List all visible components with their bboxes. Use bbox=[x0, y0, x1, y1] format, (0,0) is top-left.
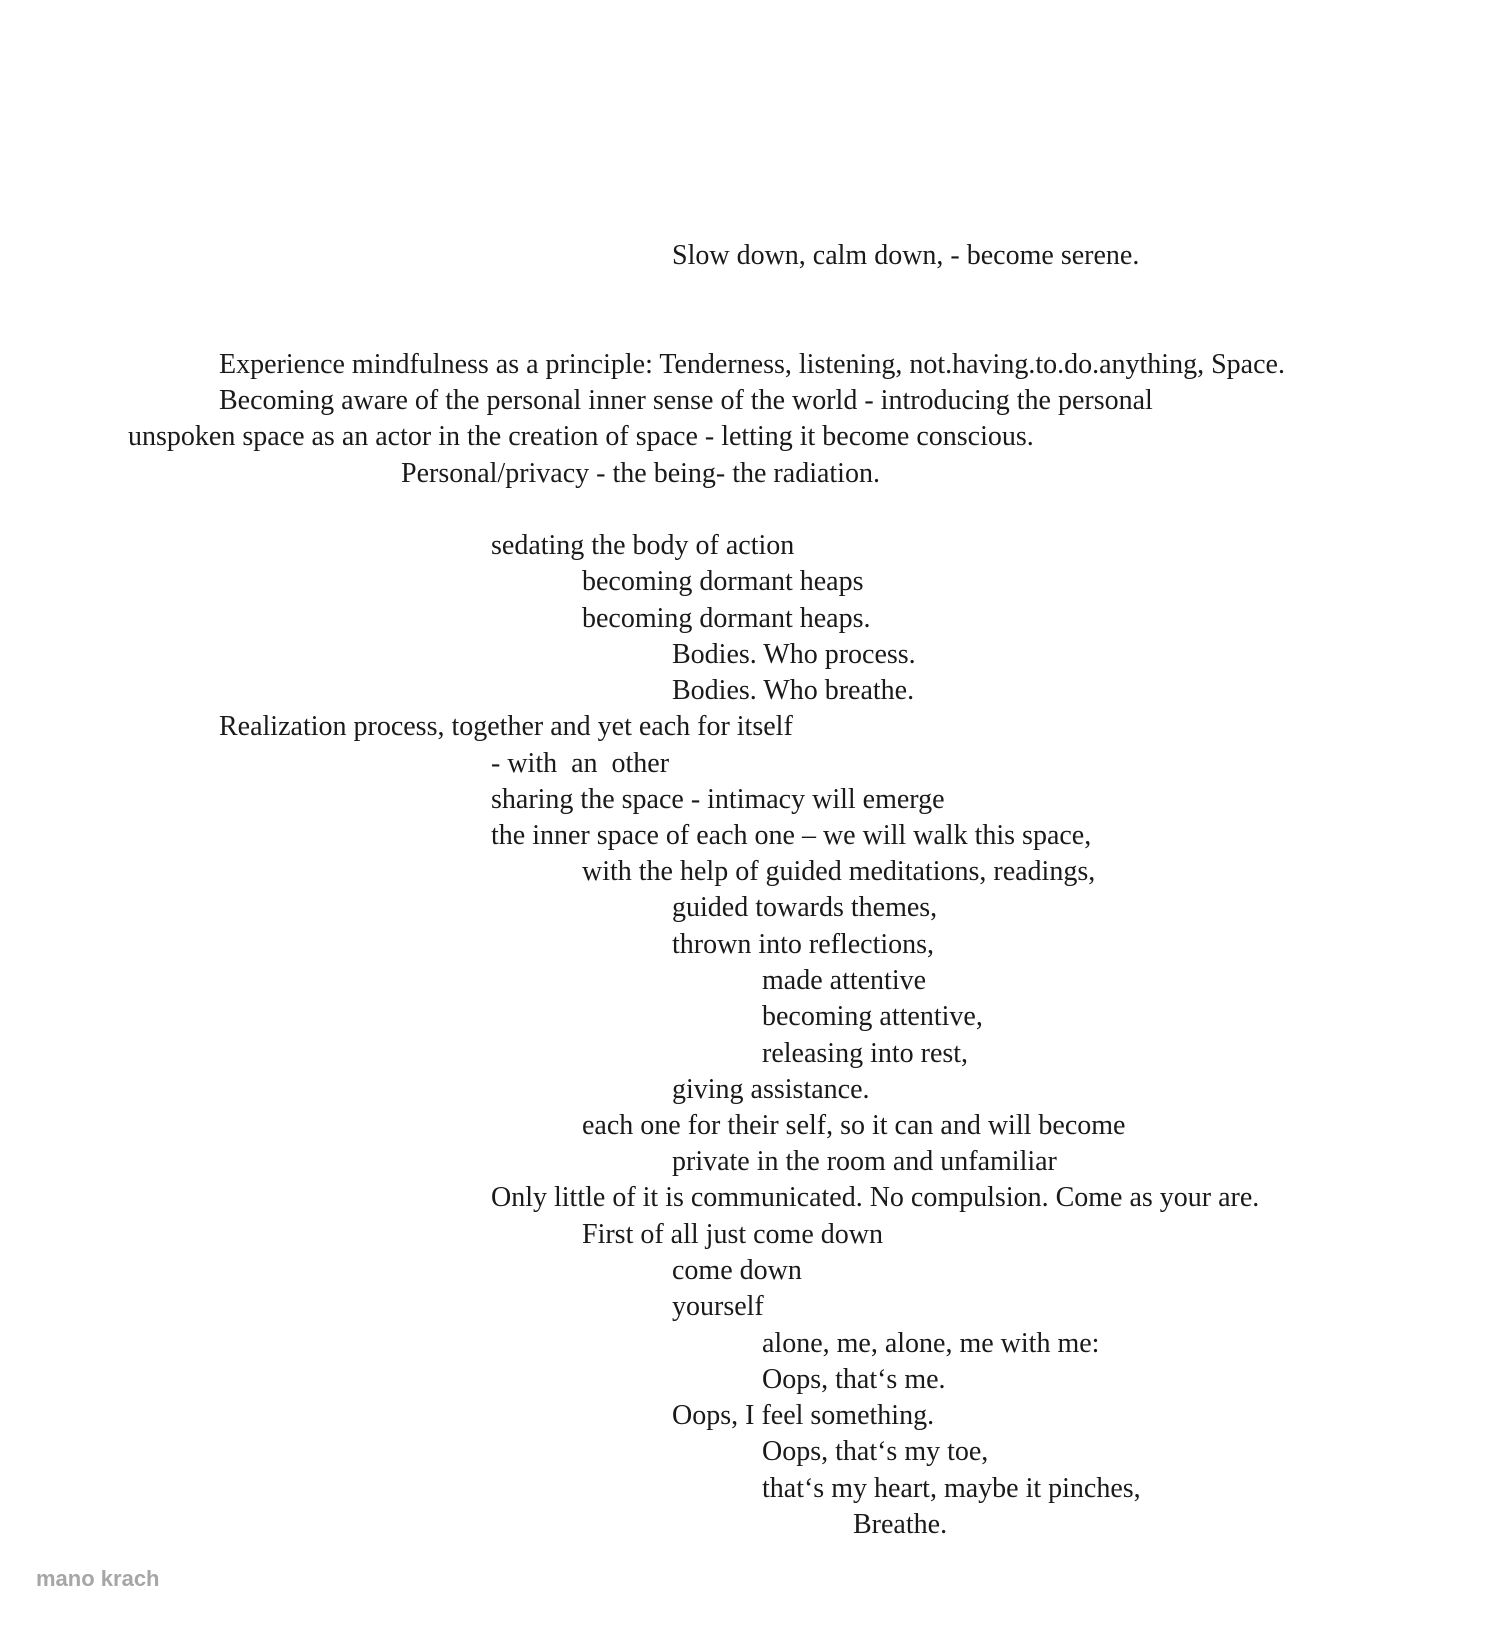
poem-line: Breathe. bbox=[853, 1509, 948, 1540]
poem-line: guided towards themes, bbox=[672, 892, 938, 923]
poem-line: sedating the body of action bbox=[491, 530, 795, 561]
poem-line: Oops, that‘s my toe, bbox=[762, 1436, 989, 1467]
author-signature: mano krach bbox=[36, 1566, 160, 1591]
poem-line: with the help of guided meditations, readings, bbox=[582, 856, 1096, 887]
poem-line: Personal/privacy - the being- the radiation. bbox=[401, 458, 880, 489]
poem-line: private in the room and unfamiliar bbox=[672, 1146, 1057, 1177]
poem-line: becoming dormant heaps bbox=[582, 566, 864, 597]
poem-line: yourself bbox=[672, 1291, 764, 1322]
poem-line: unspoken space as an actor in the creation of space - letting it become conscious. bbox=[128, 421, 1034, 452]
poem-line: alone, me, alone, me with me: bbox=[762, 1328, 1100, 1359]
poem-line: Oops, I feel something. bbox=[672, 1400, 935, 1431]
poem-line: thrown into reflections, bbox=[672, 929, 935, 960]
poem-line: sharing the space - intimacy will emerge bbox=[491, 784, 945, 815]
poem-line: - with an other bbox=[491, 748, 670, 779]
poem-line: Slow down, calm down, - become serene. bbox=[672, 240, 1140, 271]
poem-line: come down bbox=[672, 1255, 802, 1286]
poem-line: made attentive bbox=[762, 965, 927, 996]
poem-line: each one for their self, so it can and will become bbox=[582, 1110, 1126, 1141]
poem-line: Becoming aware of the personal inner sense of the world - introducing the personal bbox=[219, 385, 1153, 416]
poem-line: Bodies. Who process. bbox=[672, 639, 916, 670]
poem-line: Only little of it is communicated. No compulsion. Come as your are. bbox=[491, 1182, 1260, 1213]
poem-line: Bodies. Who breathe. bbox=[672, 675, 915, 706]
poem-line: Realization process, together and yet each for itself bbox=[219, 711, 793, 742]
poem-line: becoming dormant heaps. bbox=[582, 603, 871, 634]
poem-line: that‘s my heart, maybe it pinches, bbox=[762, 1473, 1141, 1504]
poem-line: giving assistance. bbox=[672, 1074, 870, 1105]
poem-line: the inner space of each one – we will walk this space, bbox=[491, 820, 1092, 851]
poem-line: releasing into rest, bbox=[762, 1038, 969, 1069]
poem-line: becoming attentive, bbox=[762, 1001, 983, 1032]
poem-line: Oops, that‘s me. bbox=[762, 1364, 946, 1395]
poem-line: Experience mindfulness as a principle: Tenderness, listening, not.having.to.do.anything, Space. bbox=[219, 349, 1285, 380]
poem-line: First of all just come down bbox=[582, 1219, 883, 1250]
